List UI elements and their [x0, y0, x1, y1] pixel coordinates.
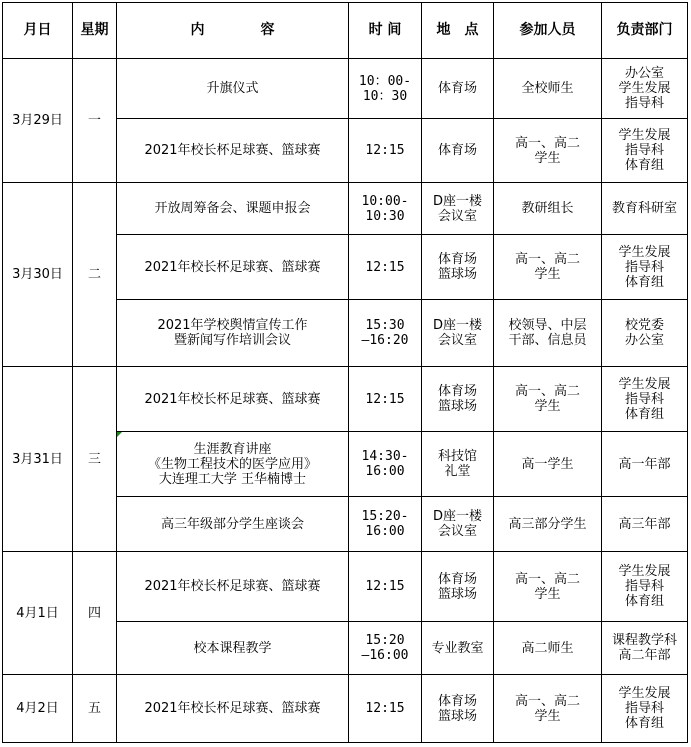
weekday-cell: 二 [73, 183, 117, 367]
place-cell: D座一楼 会议室 [422, 497, 494, 552]
header-date: 月日 [3, 3, 73, 59]
attendees-cell: 高一、高二 学生 [494, 675, 602, 743]
weekday-cell: 四 [73, 552, 117, 675]
content-cell: 2021年校长杯足球赛、篮球赛 [117, 119, 349, 183]
dept-cell: 校党委 办公室 [602, 300, 688, 367]
weekly-schedule-table [2, 2, 688, 743]
date-cell: 4月2日 [3, 675, 73, 743]
lecture-content: 生涯教育讲座 《生物工程技术的医学应用》 大连理工大学 王华楠博士 [147, 441, 317, 487]
header-dept: 负责部门 [602, 3, 688, 59]
attendees-cell: 高一、高二 学生 [494, 367, 602, 432]
dept-cell: 课程教学科 高二年部 [602, 622, 688, 675]
attendees-cell: 高一、高二 学生 [494, 552, 602, 622]
place-cell: 体育场 [422, 119, 494, 183]
attendees-cell: 高一学生 [494, 432, 602, 497]
header-time: 时 间 [349, 3, 422, 59]
attendees-cell: 高一、高二 学生 [494, 235, 602, 300]
weekday-cell: 三 [73, 367, 117, 552]
place-cell: 体育场 篮球场 [422, 552, 494, 622]
place-cell: 体育场 [422, 59, 494, 119]
attendees-cell: 高三部分学生 [494, 497, 602, 552]
content-cell: 2021年校长杯足球赛、篮球赛 [117, 367, 349, 432]
time-cell: 15:30 —16:20 [349, 300, 422, 367]
header-content: 内 容 [117, 3, 349, 59]
content-cell: 2021年校长杯足球赛、篮球赛 [117, 552, 349, 622]
content-cell [117, 432, 349, 497]
content-cell: 2021年校长杯足球赛、篮球赛 [117, 675, 349, 743]
time-cell: 12:15 [349, 235, 422, 300]
time-cell: 15:20 —16:00 [349, 622, 422, 675]
place-cell: D座一楼 会议室 [422, 183, 494, 235]
attendees-cell: 校领导、中层 干部、信息员 [494, 300, 602, 367]
dept-cell: 高一年部 [602, 432, 688, 497]
time-cell: 15:20- 16:00 [349, 497, 422, 552]
place-cell: 体育场 篮球场 [422, 675, 494, 743]
time-cell: 10：00- 10：30 [349, 59, 422, 119]
place-cell: 体育场 篮球场 [422, 367, 494, 432]
place-cell: D座一楼 会议室 [422, 300, 494, 367]
dept-cell: 学生发展 指导科 体育组 [602, 119, 688, 183]
time-cell: 12:15 [349, 675, 422, 743]
place-cell: 科技馆 礼堂 [422, 432, 494, 497]
dept-cell: 学生发展 指导科 体育组 [602, 675, 688, 743]
header-place: 地 点 [422, 3, 494, 59]
weekday-cell: 五 [73, 675, 117, 743]
content-cell: 2021年校长杯足球赛、篮球赛 [117, 235, 349, 300]
dept-cell: 学生发展 指导科 体育组 [602, 367, 688, 432]
attendees-cell: 高一、高二 学生 [494, 119, 602, 183]
content-cell: 高三年级部分学生座谈会 [117, 497, 349, 552]
time-cell: 12:15 [349, 552, 422, 622]
header-attendees: 参加人员 [494, 3, 602, 59]
content-cell: 校本课程教学 [117, 622, 349, 675]
dept-cell: 学生发展 指导科 体育组 [602, 235, 688, 300]
weekday-cell: 一 [73, 59, 117, 183]
place-cell: 专业教室 [422, 622, 494, 675]
table-row [3, 367, 688, 432]
time-cell: 12:15 [349, 119, 422, 183]
header-row [3, 3, 688, 59]
dept-cell: 办公室 学生发展 指导科 [602, 59, 688, 119]
content-cell: 2021年学校舆情宣传工作 暨新闻写作培训会议 [117, 300, 349, 367]
time-cell: 10:00- 10:30 [349, 183, 422, 235]
time-cell: 12:15 [349, 367, 422, 432]
date-cell: 3月30日 [3, 183, 73, 367]
table-row [3, 552, 688, 622]
content-cell: 开放周筹备会、课题申报会 [117, 183, 349, 235]
table-row [3, 59, 688, 119]
date-cell: 4月1日 [3, 552, 73, 675]
content-cell: 升旗仪式 [117, 59, 349, 119]
dept-cell: 学生发展 指导科 体育组 [602, 552, 688, 622]
attendees-cell: 高二师生 [494, 622, 602, 675]
header-weekday: 星期 [73, 3, 117, 59]
dept-cell: 教育科研室 [602, 183, 688, 235]
date-cell: 3月29日 [3, 59, 73, 183]
table-row [3, 675, 688, 743]
table-row [3, 183, 688, 235]
date-cell: 3月31日 [3, 367, 73, 552]
place-cell: 体育场 篮球场 [422, 235, 494, 300]
attendees-cell: 教研组长 [494, 183, 602, 235]
attendees-cell: 全校师生 [494, 59, 602, 119]
dept-cell: 高三年部 [602, 497, 688, 552]
time-cell: 14:30- 16:00 [349, 432, 422, 497]
cell-marker-icon [117, 432, 122, 437]
